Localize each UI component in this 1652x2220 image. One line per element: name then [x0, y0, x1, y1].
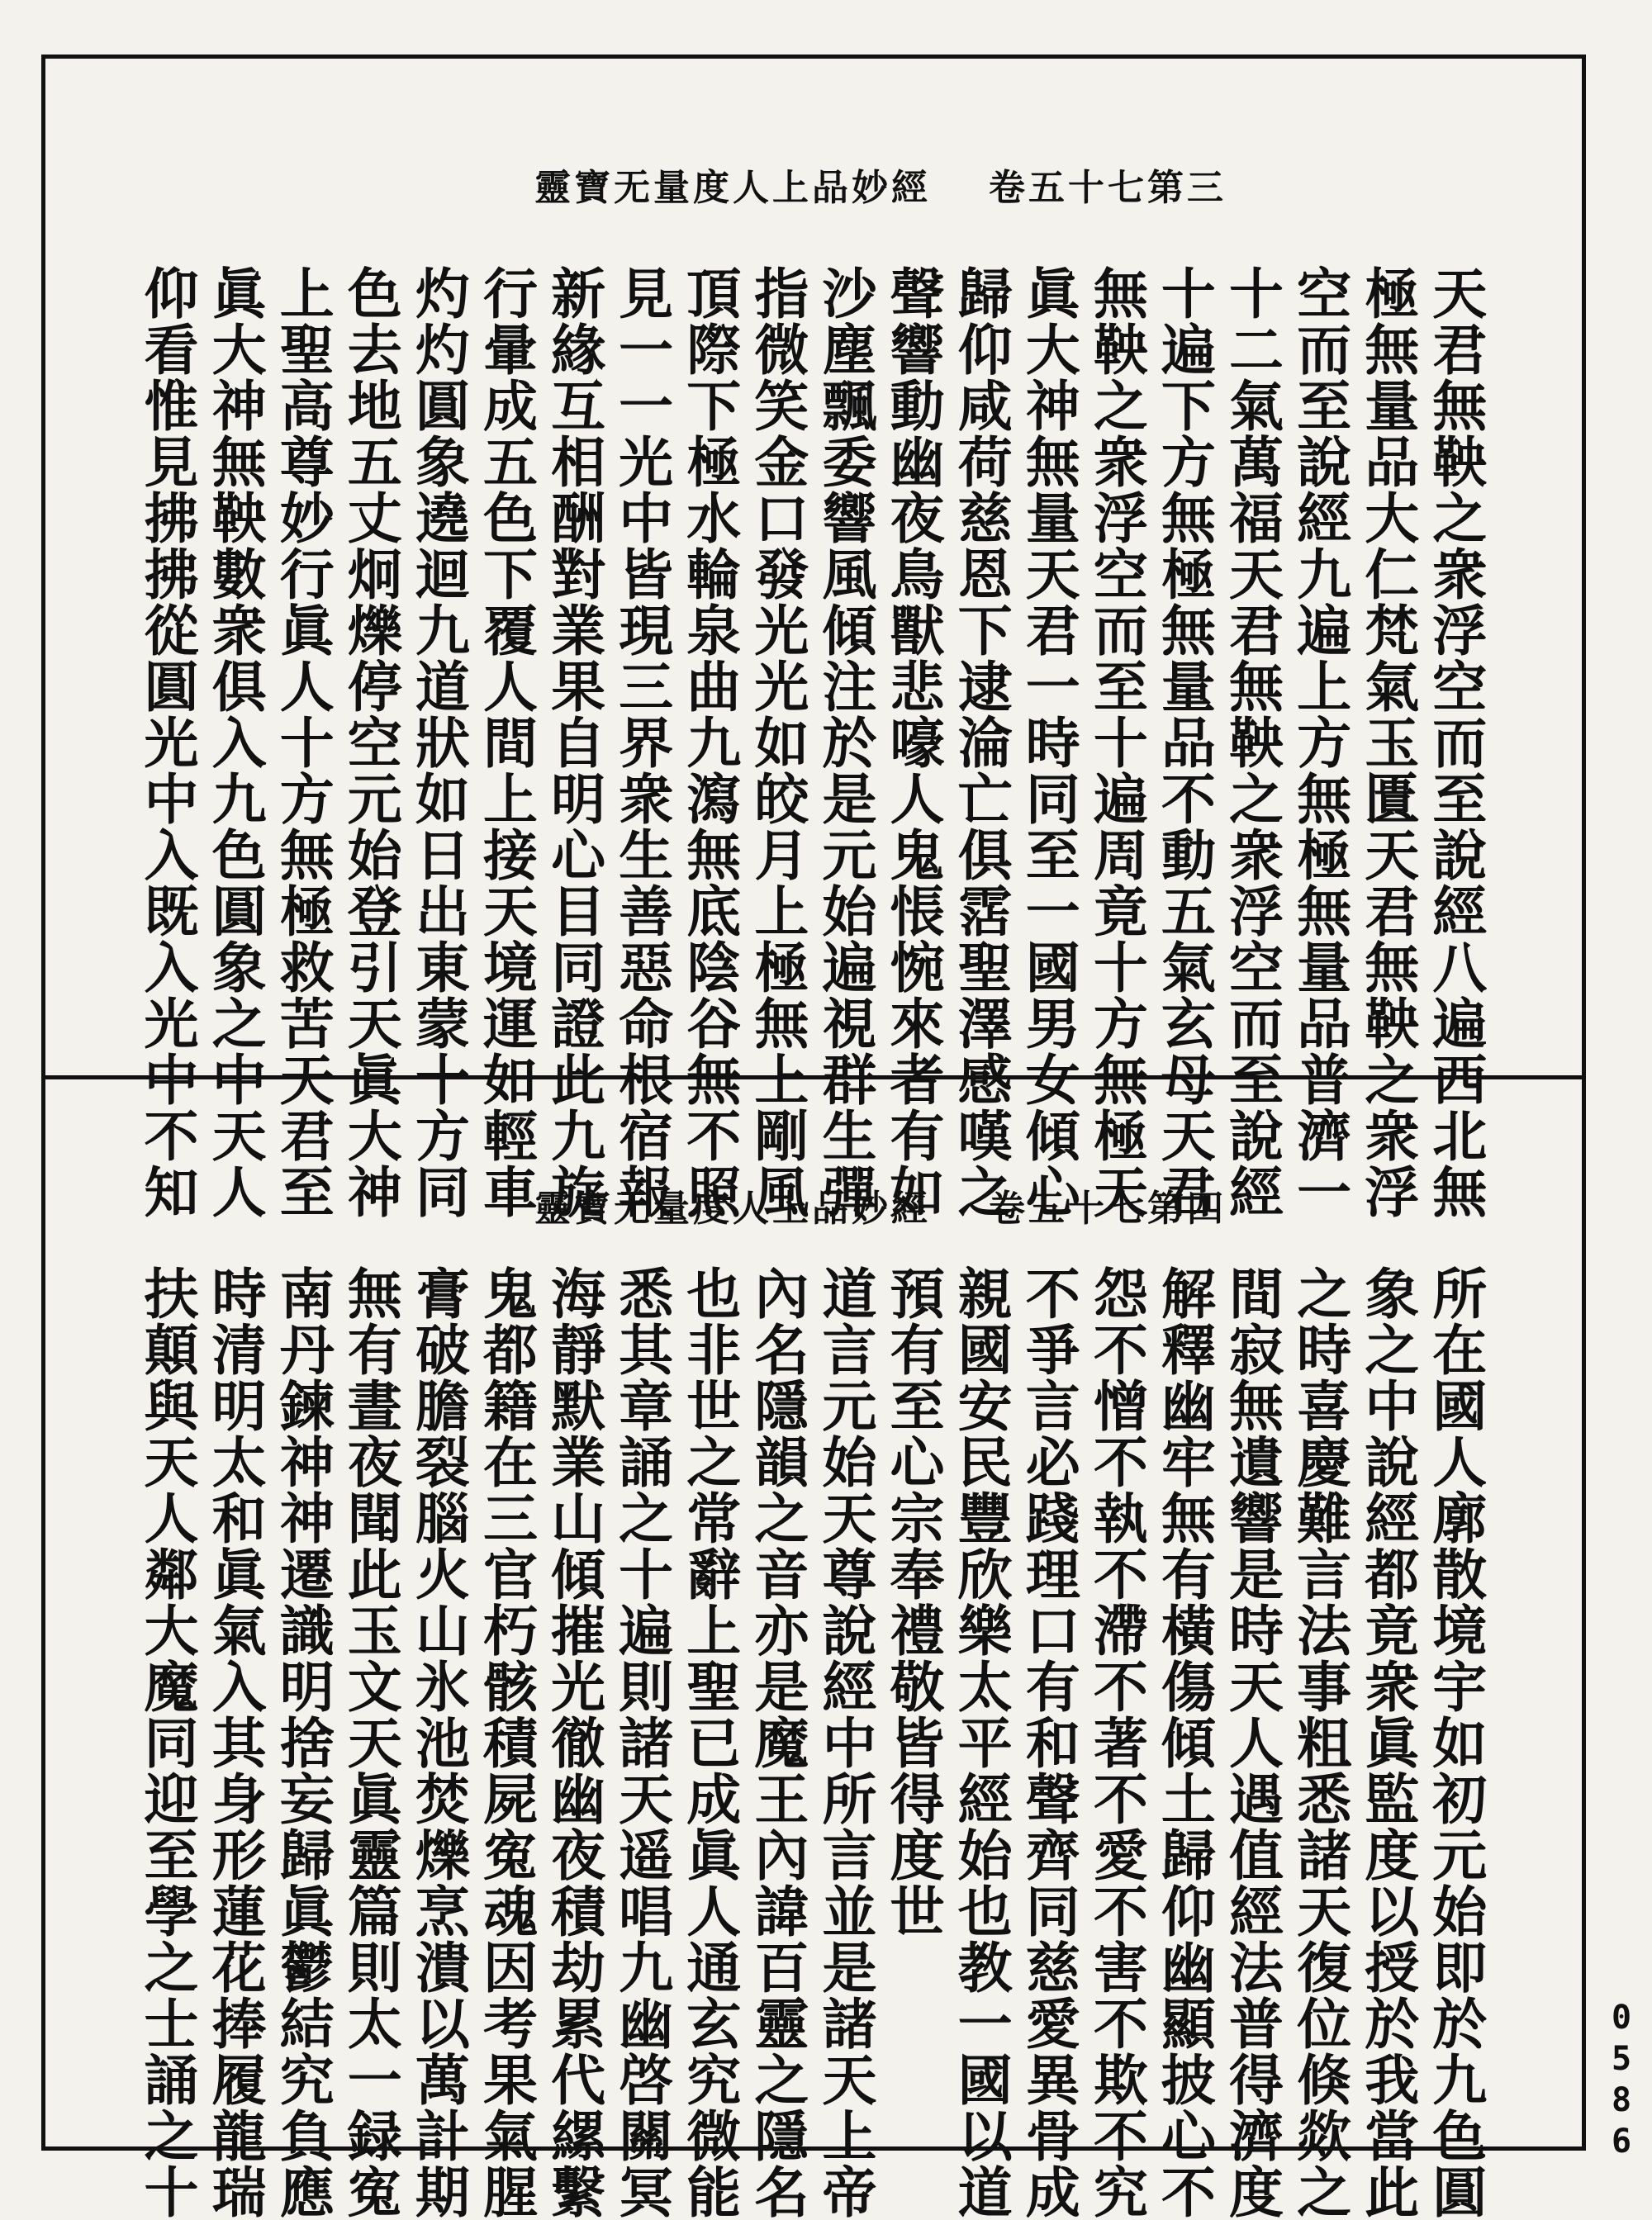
- running-header: [534, 1179, 1227, 1231]
- text-column: 膏破膽裂腦火山氷池焚爍烹潰以萬計期: [406, 1265, 471, 2220]
- text-column: 不爭言必踐理口有和聲齊同慈愛異骨成: [1016, 1265, 1081, 2220]
- header-title: 靈寶无量度人上品妙經: [534, 167, 931, 209]
- header-volume: 卷五十七第三: [989, 167, 1227, 209]
- text-column: 內名隱韻之音亦是魔王內諱百靈之隱名: [744, 1265, 809, 2220]
- page-number: 0586: [1602, 1999, 1640, 2164]
- text-column: 預有至心宗奉禮敬皆得度世: [881, 1265, 946, 1939]
- text-column: 頂際下極水輪泉曲九瀉無底陰谷無不照: [676, 265, 742, 1220]
- text-columns: [135, 1265, 1488, 2220]
- text-column: 象之中說經都竟衆眞監度以授於我當此: [1355, 1265, 1420, 2220]
- text-column: 解釋幽牢無有橫傷傾土歸仰幽顯披心不: [1151, 1265, 1217, 2220]
- text-column: 眞大神無量天君一時同至一國男女傾心: [1016, 265, 1081, 1220]
- text-column: 之時喜慶難言法事粗悉諸天復位倏欻之: [1287, 1265, 1352, 2220]
- text-column: 眞大神無鞅數衆俱入九色圓象之中天人: [202, 265, 268, 1220]
- text-column: 空而至說經九遍上方無極無量品普濟一: [1287, 265, 1352, 1220]
- text-column: 怨不憎不執不滯不著不愛不害不欺不究: [1084, 1265, 1149, 2220]
- text-column: 天君無鞅之衆浮空而至說經八遍西北無: [1422, 265, 1488, 1220]
- text-column: 所在國人廓散境宇如初元始即於九色圓: [1422, 1265, 1488, 2220]
- text-column: 親國安民豐欣樂太平經始也教一國以道: [948, 1265, 1014, 2220]
- running-header: [534, 158, 1227, 211]
- text-column: 無有晝夜聞此玉文天眞靈篇則太一録寃: [338, 1265, 403, 2220]
- text-column: 間寂無遺響是時天人遇值經法普得濟度: [1219, 1265, 1284, 2220]
- text-column: 歸仰咸荷慈恩下逮淪亡俱霑聖澤感嘆之: [948, 265, 1014, 1220]
- text-column: 行暈成五色下覆人間上接天境運如輕車: [473, 265, 539, 1220]
- text-column: 聲響動幽夜鳥獸悲嚎人鬼悵惋來者有如: [881, 265, 946, 1220]
- text-column: 沙塵飄委響風傾注於是元始遍視群生彈: [812, 265, 877, 1220]
- lower-page: [45, 1079, 1582, 2220]
- text-column: 指微笑金口發光光如皎月上極無上剛風: [744, 265, 809, 1220]
- text-column: 道言元始天尊說經中所言並是諸天上帝: [812, 1265, 877, 2220]
- text-column: 十二氣萬福天君無鞅之衆浮空而至說經: [1219, 265, 1284, 1220]
- text-column: 扶顛與天人鄰大魔同迎至學之士誦之十: [135, 1265, 199, 2220]
- header-volume: 卷五十七第四: [989, 1188, 1227, 1230]
- text-column: 時清明太和眞氣入其身形蓮花捧履龍瑞: [202, 1265, 268, 2220]
- text-column: 色去地五丈炯爍停空元始登引天眞大神: [338, 265, 403, 1220]
- text-column: 見一一光中皆現三界衆生善惡命根宿報: [609, 265, 674, 1220]
- text-column: 十遍下方無極無量品不動五氣玄母天君: [1151, 265, 1217, 1220]
- text-column: 鬼都籍在三官朽骸積屍寃魂因考果氣腥: [473, 1265, 539, 2220]
- text-column: 也非世之常辭上聖已成眞人通玄究微能: [676, 1265, 742, 2220]
- text-column: 南丹鍊神神遷識明捨妄歸眞鬱結究負應: [270, 1265, 335, 2220]
- text-column: 仰看惟見拂拂從圓光中入既入光中不知: [135, 265, 199, 1220]
- text-column: 海靜默業山傾摧光徹幽夜積劫累代縲繫: [541, 1265, 606, 2220]
- text-column: 灼灼圓象遶迴九道狀如日出東蒙十方同: [406, 265, 471, 1220]
- text-column: 新緣互相酬對業果自明心目同證此九旋: [541, 265, 606, 1220]
- text-column: 悉其章誦之十遍則諸天遥唱九幽啓關冥: [609, 1265, 674, 2220]
- header-title: 靈寶无量度人上品妙經: [534, 1188, 931, 1230]
- text-column: 上聖高尊妙行眞人十方無極救苦天君至: [270, 265, 335, 1220]
- text-column: 無鞅之衆浮空而至十遍周竟十方無極天: [1084, 265, 1149, 1220]
- text-column: 極無量品大仁梵氣玉匱天君無鞅之衆浮: [1355, 265, 1420, 1220]
